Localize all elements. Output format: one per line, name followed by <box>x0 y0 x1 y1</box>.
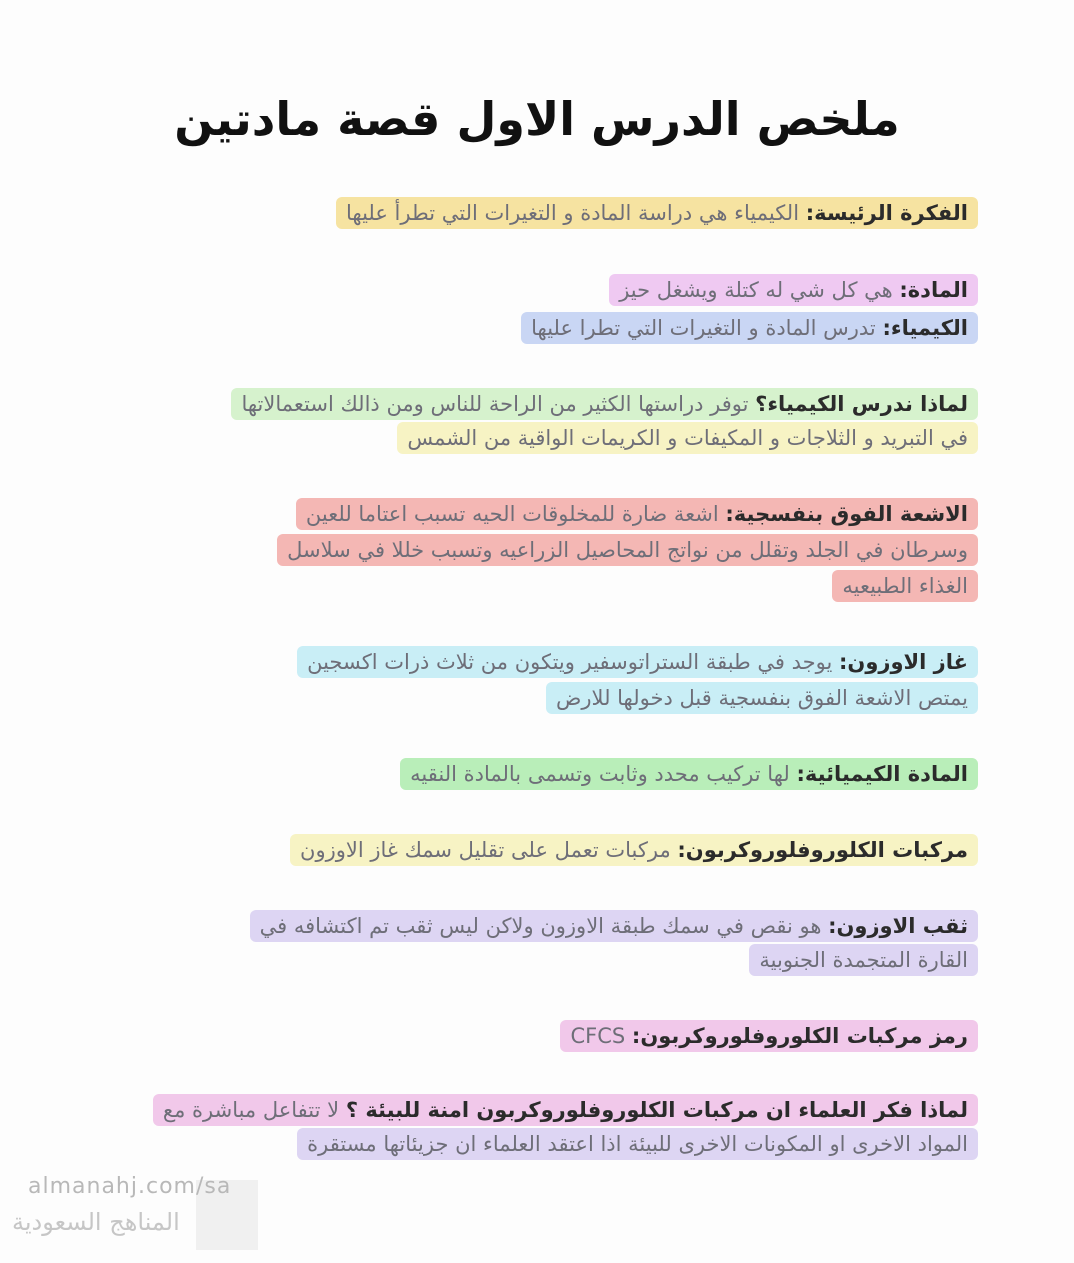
ozone-hole-term: ثقب الاوزون: <box>828 914 968 938</box>
chemistry-def: تدرس المادة و التغيرات التي تطرا عليها <box>531 316 883 340</box>
cfc-def: مركبات تعمل على تقليل سمك غاز الاوزون <box>300 838 678 862</box>
uv-def: اشعة ضارة للمخلوقات الحيه تسبب اعتاما للعين <box>305 502 726 526</box>
ozone-hole-def-2: القارة المتجمدة الجنوبية <box>759 948 968 972</box>
uv-line <box>296 498 978 530</box>
why-chemistry-term: لماذا ندرس الكيمياء؟ <box>755 392 968 416</box>
ozone-line <box>297 646 978 678</box>
cfc-term: مركبات الكلوروفلوروكربون: <box>677 838 968 862</box>
why-chemistry-line-2 <box>397 422 978 454</box>
main-idea-line <box>336 197 978 229</box>
ozone-hole-line-2 <box>749 944 978 976</box>
cfc-symbol-line <box>560 1020 978 1052</box>
why-chemistry-def-2: في التبريد و الثلاجات و المكيفات و الكريمات الواقية من الشمس <box>407 426 968 450</box>
ozone-term: غاز الاوزون: <box>839 650 968 674</box>
cfc-symbol-term: رمز مركبات الكلوروفلوروكربون: <box>631 1024 968 1048</box>
why-safe-line <box>153 1094 978 1126</box>
uv-term: الاشعة الفوق بنفسجية: <box>725 502 968 526</box>
watermark-name: المناهج السعودية <box>12 1208 180 1236</box>
page-title: ملخص الدرس الاول قصة مادتين <box>174 92 900 146</box>
watermark-url: almanahj.com/sa <box>28 1174 232 1199</box>
uv-def-2: وسرطان في الجلد وتقلل من نواتج المحاصيل الزراعيه وتسبب خللا في سلاسل <box>287 538 968 562</box>
uv-line-2 <box>277 534 978 566</box>
uv-line-3 <box>832 570 978 602</box>
cfc-line <box>290 834 978 866</box>
main-idea-term: الفكرة الرئيسة: <box>805 201 968 225</box>
matter-term: المادة: <box>899 278 968 302</box>
chemistry-term: الكيمياء: <box>882 316 968 340</box>
uv-def-3: الغذاء الطبيعيه <box>842 574 968 598</box>
why-safe-term: لماذا فكر العلماء ان مركبات الكلوروفلوروكربون امنة للبيئة ؟ <box>345 1098 968 1122</box>
main-idea-def: الكيمياء هي دراسة المادة و التغيرات التي تطرأ عليها <box>345 201 806 225</box>
ozone-hole-line <box>250 910 978 942</box>
cfc-symbol-def: CFCS <box>570 1024 632 1048</box>
why-safe-line-2 <box>297 1128 978 1160</box>
chemistry-line <box>521 312 978 344</box>
why-safe-def-2: المواد الاخرى او المكونات الاخرى للبيئة اذا اعتقد العلماء ان جزيئاتها مستقرة <box>307 1132 968 1156</box>
chemical-line <box>400 758 978 790</box>
ozone-def: يوجد في طبقة الستراتوسفير ويتكون من ثلاث ذرات اكسجين <box>307 650 840 674</box>
matter-def: هي كل شي له كتلة ويشغل حيز <box>619 278 900 302</box>
ozone-line-2 <box>546 682 978 714</box>
why-chemistry-def: توفر دراستها الكثير من الراحة للناس ومن ذالك استعمالاتها <box>241 392 756 416</box>
why-safe-def: لا تتفاعل مباشرة مع <box>162 1098 346 1122</box>
ozone-hole-def: هو نقص في سمك طبقة الاوزون ولاكن ليس ثقب تم اكتشافه في <box>259 914 829 938</box>
chemical-term: المادة الكيميائية: <box>796 762 968 786</box>
why-chemistry-line <box>231 388 978 420</box>
chemical-def: لها تركيب محدد وثابت وتسمى بالمادة النقيه <box>410 762 797 786</box>
ozone-def-2: يمتص الاشعة الفوق بنفسجية قبل دخولها للارض <box>556 686 968 710</box>
matter-line <box>609 274 978 306</box>
